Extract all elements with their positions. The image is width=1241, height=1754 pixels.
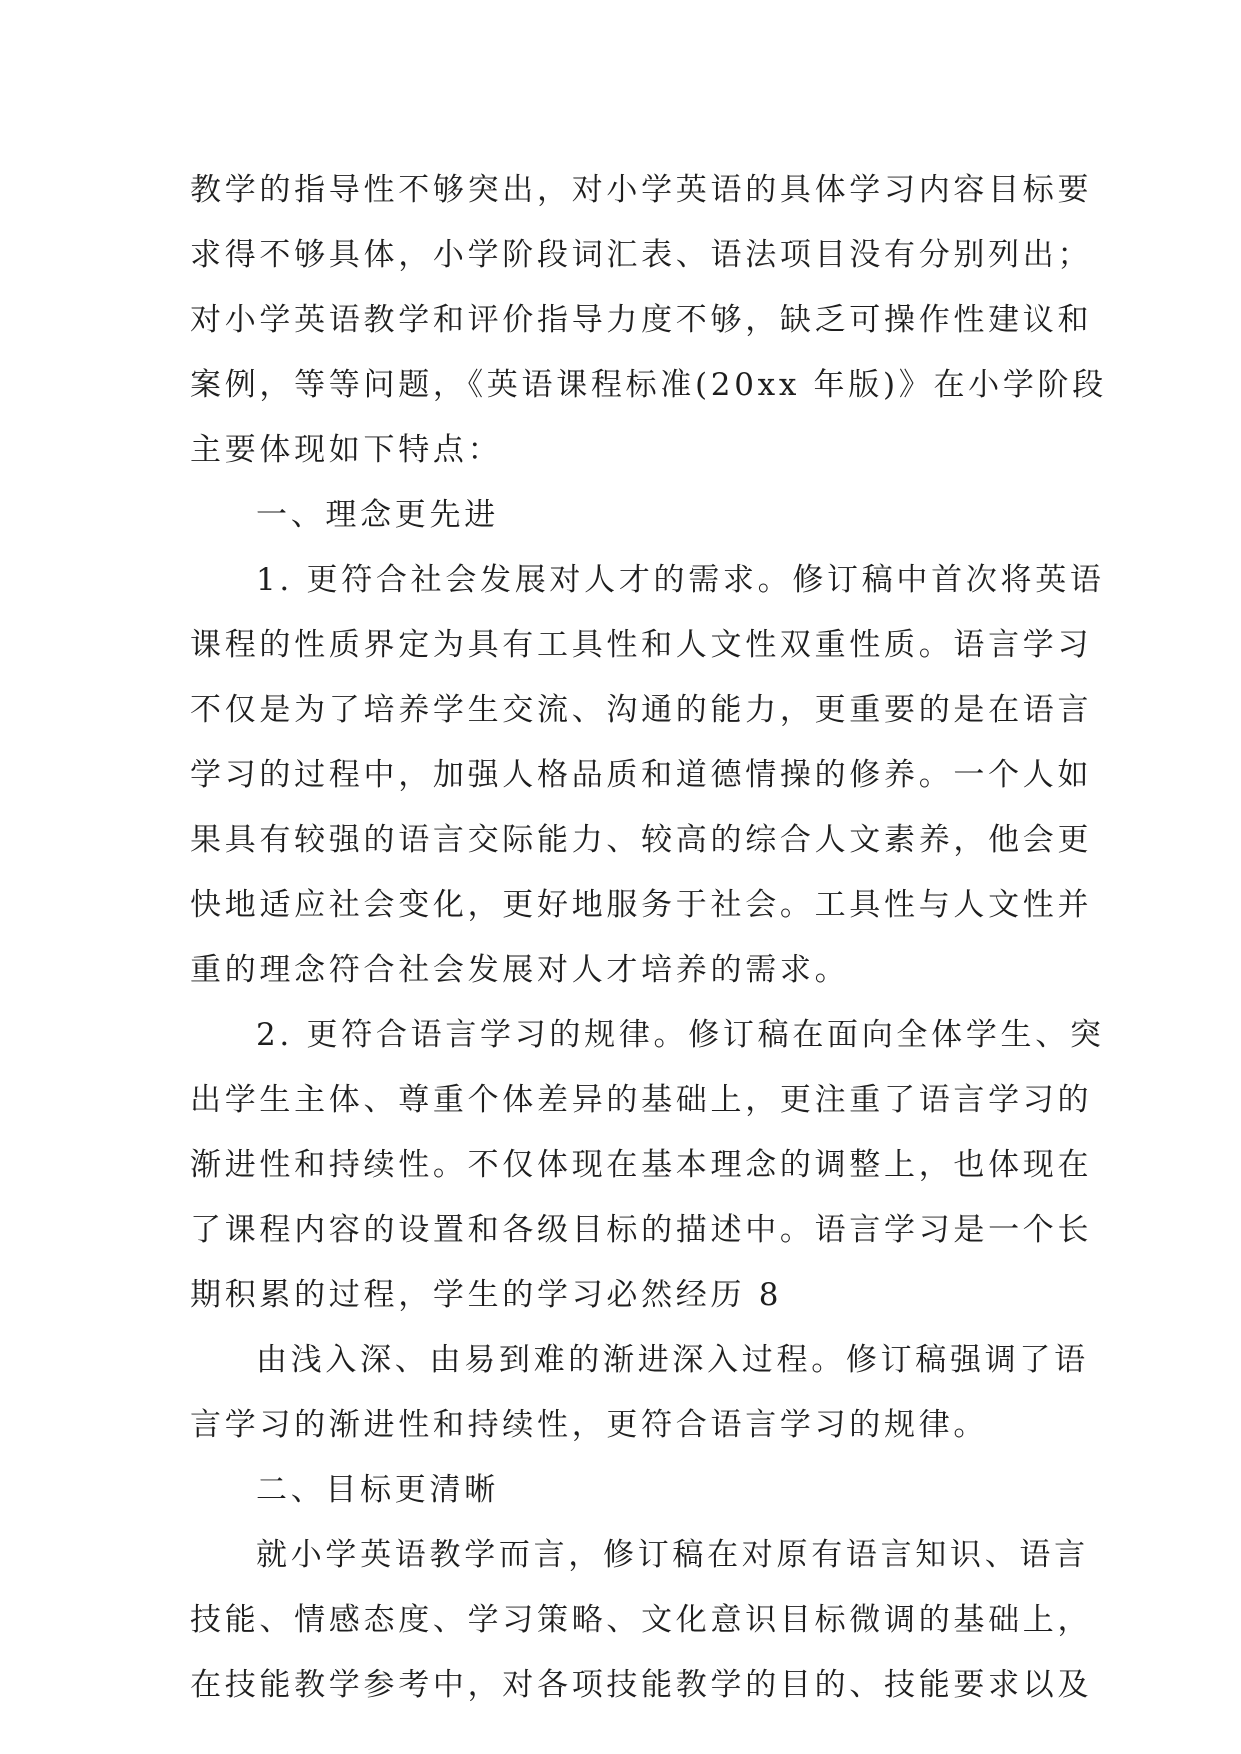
paragraph-start-line: 就小学英语教学而言，修订稿在对原有语言知识、语言 [256,1537,1089,1573]
paragraph-start-line: 由浅入深、由易到难的渐进深入过程。修订稿强调了语 [256,1342,1089,1378]
paragraph-start-line: 1. 更符合社会发展对人才的需求。修订稿中首次将英语 [256,562,1105,598]
section-heading: 二、目标更清晰 [256,1472,499,1508]
text-line: 技能、情感态度、学习策略、文化意识目标微调的基础上， [190,1602,1093,1638]
text-line: 期积累的过程，学生的学习必然经历 8 [190,1277,783,1313]
text-line: 主要体现如下特点： [190,432,503,468]
text-line: 快地适应社会变化，更好地服务于社会。工具性与人文性并 [190,887,1093,923]
text-line: 在技能教学参考中，对各项技能教学的目的、技能要求以及 [190,1667,1093,1703]
text-line: 对小学英语教学和评价指导力度不够，缺乏可操作性建议和 [190,302,1093,338]
text-line: 了课程内容的设置和各级目标的描述中。语言学习是一个长 [190,1212,1093,1248]
text-line: 言学习的渐进性和持续性，更符合语言学习的规律。 [190,1407,989,1443]
paragraph-start-line: 2. 更符合语言学习的规律。修订稿在面向全体学生、突 [256,1017,1105,1053]
text-line: 课程的性质界定为具有工具性和人文性双重性质。语言学习 [190,627,1093,663]
text-line: 学习的过程中，加强人格品质和道德情操的修养。一个人如 [190,757,1093,793]
text-line: 教学的指导性不够突出，对小学英语的具体学习内容目标要 [190,172,1093,208]
text-line: 重的理念符合社会发展对人才培养的需求。 [190,952,850,988]
text-line: 不仅是为了培养学生交流、沟通的能力，更重要的是在语言 [190,692,1093,728]
document-body [190,158,1107,1718]
text-line: 求得不够具体，小学阶段词汇表、语法项目没有分别列出； [190,237,1093,273]
text-line: 渐进性和持续性。不仅体现在基本理念的调整上，也体现在 [190,1147,1093,1183]
text-line: 出学生主体、尊重个体差异的基础上，更注重了语言学习的 [190,1082,1093,1118]
text-line: 案例，等等问题，《英语课程标准(20xx 年版)》在小学阶段 [190,367,1107,403]
text-line: 果具有较强的语言交际能力、较高的综合人文素养，他会更 [190,822,1093,858]
section-heading: 一、理念更先进 [256,497,499,533]
